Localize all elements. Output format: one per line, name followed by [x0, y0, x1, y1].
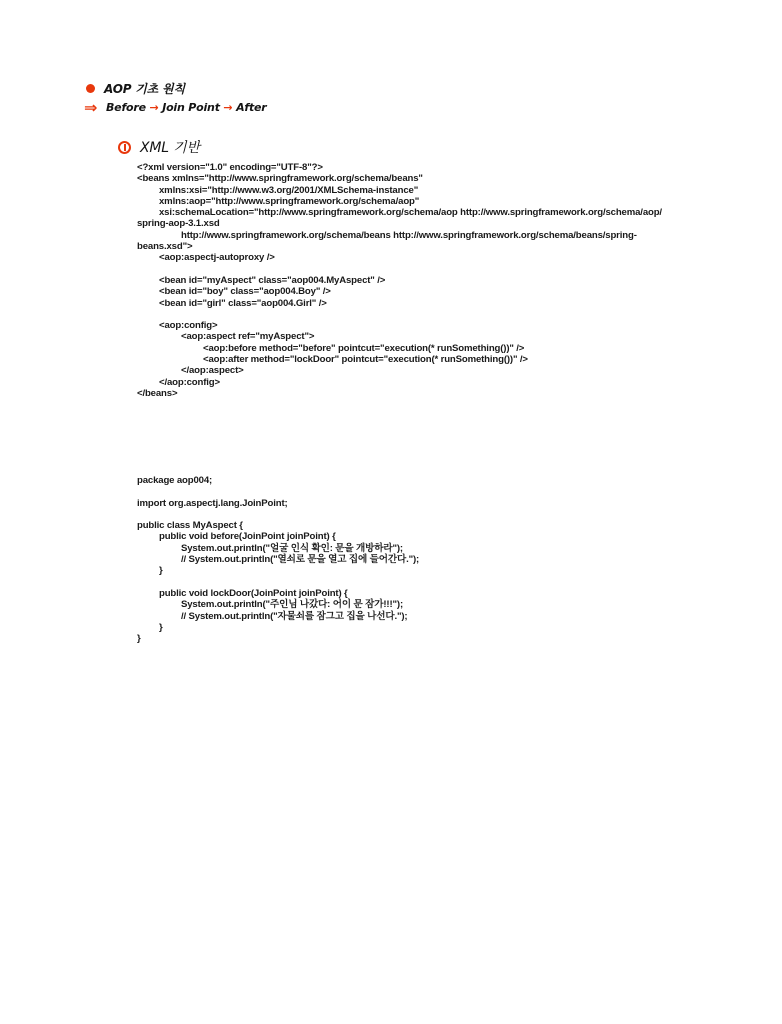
code-line: <bean id="girl" class="aop004.Girl" /> [159, 297, 327, 309]
code-line: spring-aop-3.1.xsd [137, 218, 220, 230]
section-xml-based: XML 기반 [140, 140, 200, 156]
code-line: // System.out.println("열쇠로 문을 열고 집에 들어간다."); [181, 554, 420, 566]
double-arrow-icon: ⇒ [84, 98, 98, 117]
java-code-block [137, 475, 419, 644]
code-line: xmlns:aop="http://www.springframework.org/schema/aop" [159, 195, 420, 207]
circled-number-one-icon [118, 141, 131, 154]
red-bullet-dot-icon [86, 84, 95, 93]
flow-joinpoint: Join Point [162, 101, 220, 114]
code-line: // System.out.println("자물쇠를 잠그고 집을 나선다."); [181, 610, 408, 622]
code-line: package aop004; [137, 475, 213, 486]
code-line: } [159, 621, 163, 633]
code-line: <beans xmlns="http://www.springframework.org/schema/beans" [137, 173, 423, 185]
code-line: <bean id="myAspect" class="aop004.MyAspect" /> [159, 274, 386, 286]
arrow-right-icon: → [223, 101, 233, 114]
code-line: <aop:aspectj-autoproxy /> [159, 252, 275, 264]
code-line: public void lockDoor(JoinPoint joinPoint) { [159, 587, 348, 599]
code-line: public void before(JoinPoint joinPoint) { [159, 531, 336, 543]
code-line: <?xml version="1.0" encoding="UTF-8"?> [137, 162, 323, 173]
code-line: System.out.println("얼굴 인식 확인: 문을 개방하라"); [181, 542, 403, 554]
flow-before: Before [106, 101, 146, 114]
code-line: http://www.springframework.org/schema/beans http://www.springframework.org/schema/beans/spring- [181, 229, 637, 241]
code-line: import org.aspectj.lang.JoinPoint; [137, 497, 288, 509]
code-line: </aop:config> [159, 376, 220, 388]
code-line: public class MyAspect { [137, 520, 243, 532]
code-line: } [137, 633, 141, 645]
code-line [137, 577, 419, 588]
flow-after: After [236, 101, 267, 114]
heading-aop-basics: AOP 기초 원칙 [104, 82, 185, 96]
code-line: xsi:schemaLocation="http://www.springframework.org/schema/aop http://www.springframework.org/schema/aop/ [159, 207, 662, 219]
code-line [137, 486, 419, 497]
code-line: </aop:aspect> [181, 365, 244, 377]
code-line [137, 309, 662, 320]
code-line: beans.xsd"> [137, 241, 193, 253]
code-line: } [159, 565, 163, 577]
arrow-right-icon: → [149, 101, 159, 114]
code-line [137, 264, 662, 275]
code-line [137, 509, 419, 520]
xml-code-block [137, 162, 662, 399]
code-line: <aop:config> [159, 320, 218, 332]
flow-line [106, 101, 267, 114]
code-line: <aop:before method="before" pointcut="execution(* runSomething())" /> [203, 342, 525, 354]
code-line: xmlns:xsi="http://www.w3.org/2001/XMLSchema-instance" [159, 184, 419, 196]
code-line: </beans> [137, 387, 178, 399]
code-line: <aop:aspect ref="myAspect"> [181, 331, 315, 343]
code-line: <bean id="boy" class="aop004.Boy" /> [159, 286, 331, 298]
code-line: System.out.println("주인님 나갔다: 어이 문 잠가!!!"); [181, 599, 403, 611]
code-line: <aop:after method="lockDoor" pointcut="execution(* runSomething())" /> [203, 354, 528, 366]
